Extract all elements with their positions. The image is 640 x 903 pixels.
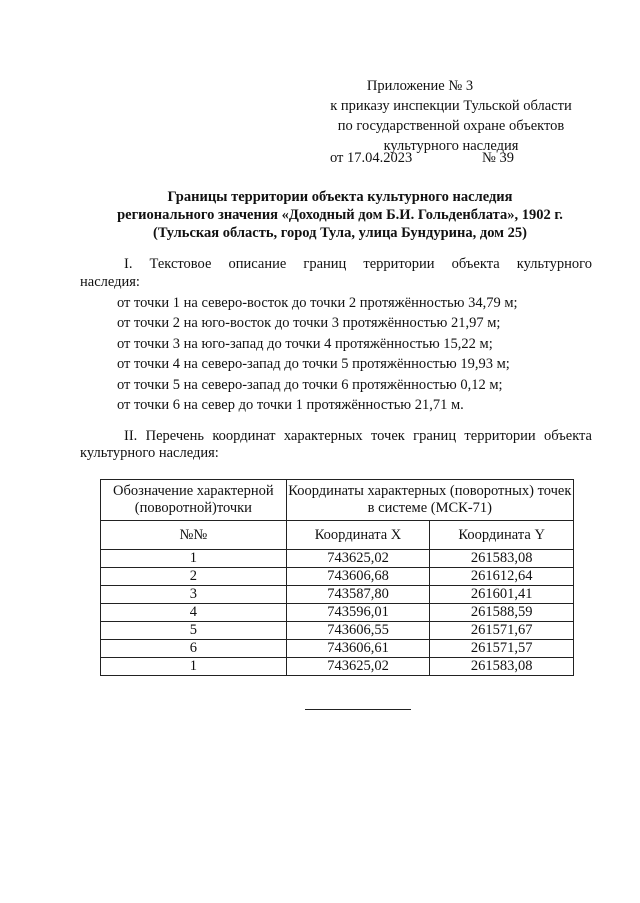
cell-x: 743587,80: [286, 586, 430, 604]
coordinates-table: [100, 479, 574, 676]
cell-y: 261583,08: [430, 658, 574, 676]
subheader-no: №№: [101, 521, 287, 550]
cell-y: 261583,08: [430, 550, 574, 568]
subheader-y: Координата Y: [430, 521, 574, 550]
section-1-heading: I. Текстовое описание границ территории объекта культурного: [124, 256, 592, 272]
order-date: от 17.04.2023: [330, 150, 413, 166]
order-number: № 39: [482, 150, 514, 166]
cell-x: 743606,55: [286, 622, 430, 640]
document-title-line-1: Границы территории объекта культурного наследия: [167, 189, 513, 205]
cell-x: 743596,01: [286, 604, 430, 622]
boundary-segment: от точки 6 на север до точки 1 протяжённостью 21,71 м.: [117, 397, 464, 413]
end-divider-line: [305, 709, 411, 710]
boundary-segment: от точки 1 на северо-восток до точки 2 протяжённостью 34,79 м;: [117, 295, 518, 311]
cell-y: 261571,57: [430, 640, 574, 658]
section-2-heading: II. Перечень координат характерных точек границ территории объекта: [124, 428, 592, 444]
cell-point: 6: [101, 640, 287, 658]
section-2-heading-cont: культурного наследия:: [80, 445, 219, 461]
section-1-heading-cont: наследия:: [80, 274, 140, 290]
table-row: [101, 658, 574, 676]
document-title-line-2: регионального значения «Доходный дом Б.И. Гольденблата», 1902 г.: [117, 207, 563, 223]
boundary-segment: от точки 3 на юго-запад до точки 4 протяжённостью 15,22 м;: [117, 336, 493, 352]
table-row: [101, 604, 574, 622]
cell-x: 743625,02: [286, 658, 430, 676]
appendix-title: Приложение № 3: [366, 78, 474, 94]
cell-point: 4: [101, 604, 287, 622]
cell-y: 261571,67: [430, 622, 574, 640]
subheader-x: Координата X: [286, 521, 430, 550]
appendix-order-line: к приказу инспекции Тульской области: [330, 98, 572, 114]
cell-y: 261601,41: [430, 586, 574, 604]
appendix-heritage-line: культурного наследия: [383, 138, 519, 154]
table-row: [101, 586, 574, 604]
boundary-segment: от точки 5 на северо-запад до точки 6 протяжённостью 0,12 м;: [117, 377, 503, 393]
appendix-authority-line: по государственной охране объектов: [337, 118, 565, 134]
cell-point: 5: [101, 622, 287, 640]
col-point-header: Обозначение характерной (поворотной)точки: [101, 480, 287, 521]
cell-x: 743606,68: [286, 568, 430, 586]
cell-y: 261588,59: [430, 604, 574, 622]
cell-point: 2: [101, 568, 287, 586]
cell-point: 3: [101, 586, 287, 604]
cell-y: 261612,64: [430, 568, 574, 586]
table-row: [101, 550, 574, 568]
document-title-line-3: (Тульская область, город Тула, улица Бундурина, дом 25): [153, 225, 527, 241]
boundary-segment: от точки 2 на юго-восток до точки 3 протяжённостью 21,97 м;: [117, 315, 501, 331]
table-row: [101, 568, 574, 586]
boundary-segment: от точки 4 на северо-запад до точки 5 протяжённостью 19,93 м;: [117, 356, 510, 372]
cell-x: 743625,02: [286, 550, 430, 568]
table-row: [101, 622, 574, 640]
table-row: [101, 640, 574, 658]
cell-x: 743606,61: [286, 640, 430, 658]
cell-point: 1: [101, 550, 287, 568]
cell-point: 1: [101, 658, 287, 676]
col-coords-header: Координаты характерных (поворотных) точек в системе (МСК-71): [286, 480, 573, 521]
